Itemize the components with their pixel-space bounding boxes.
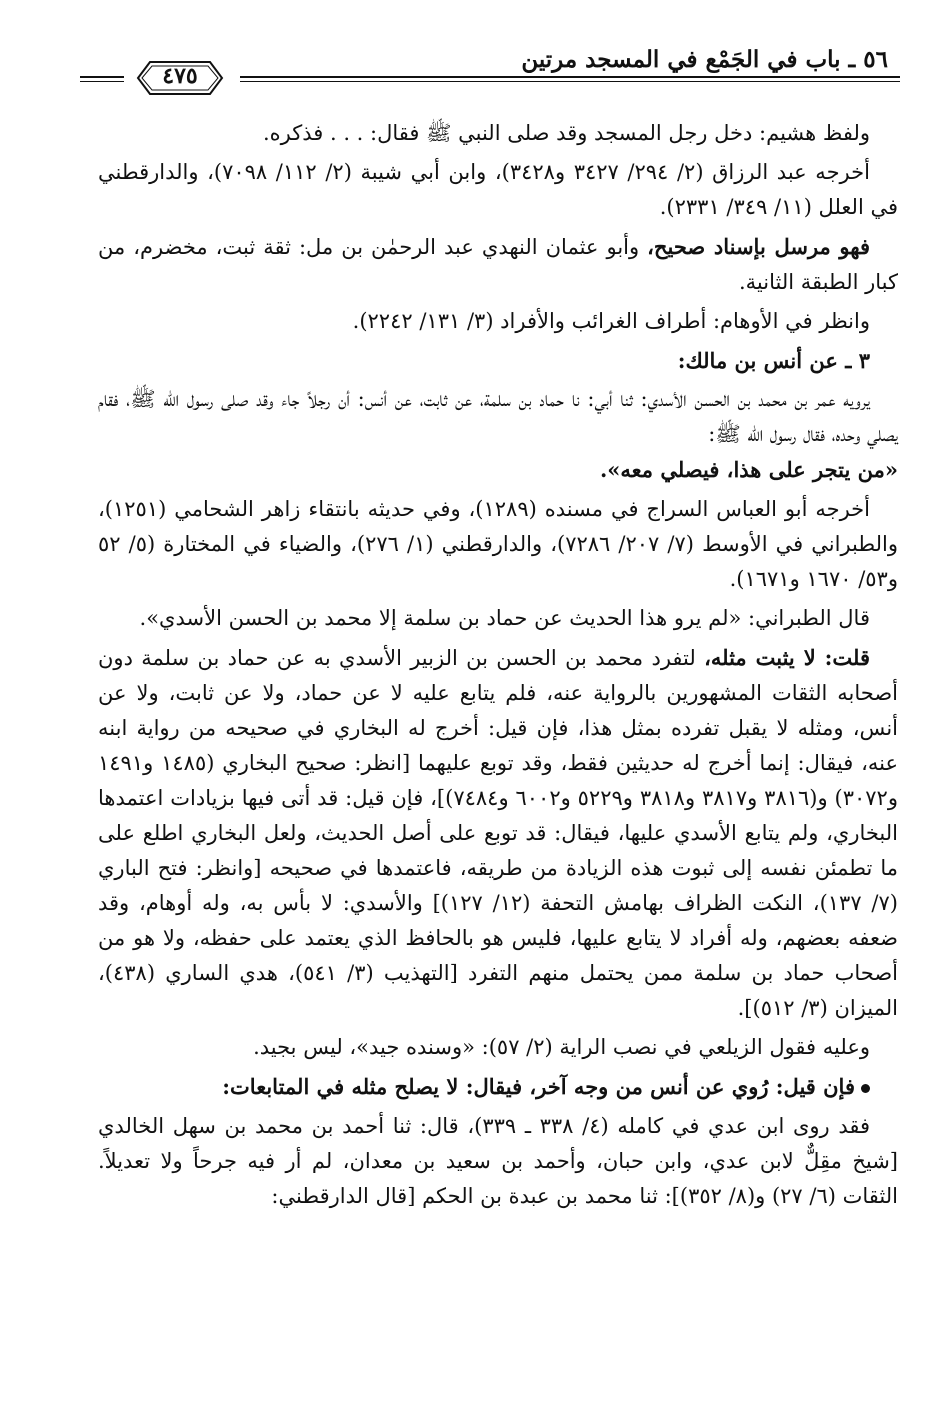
paragraph: وانظر في الأوهام: أطراف الغرائب والأفراد (٣/ ١٣١/ ٢٢٤٢). <box>352 309 870 333</box>
paragraph <box>98 229 898 300</box>
paragraph: ولفظ هشيم: دخل رجل المسجد وقد صلى النبي ﷺ فقال: . . . فذكره. <box>262 121 870 145</box>
text-run: يرويه عمر بن محمد بن الحسن الأسدي: ثنا أبي: نا حماد بن سلمة، عن ثابت، عن أنس: أن رجلاً جاء وقد صلى رسول الله ﷺ، فقام يصلي وحده، فقال رسول الله ﷺ: <box>98 387 898 446</box>
page-number: ٤٧٥ <box>162 63 198 89</box>
page-number-badge <box>128 58 232 98</box>
header-rule-left-top <box>80 76 124 78</box>
body-text <box>98 116 898 1218</box>
paragraph <box>98 640 898 1026</box>
header-rule-bottom <box>240 81 900 82</box>
paragraph <box>98 1069 898 1105</box>
paragraph: أخرجه أبو العباس السراج في مسنده (١٢٨٩)، وفي حديثه بانتقاء زاهر الشحامي (١٢٥١)، والطبراني في الأوسط (٧/ ٢٠٧/ ٧٢٨٦)، والدارقطني (١/ ٢٧٦)، والضياء في المختارة (٥/ ٥٢ و٥٣/ ١٦٧٠ و١٦٧١). <box>98 497 898 591</box>
bold-phrase: قلت: لا يثبت مثله، <box>704 645 870 670</box>
text-run: لتفرد محمد بن الحسن بن الزبير الأسدي به عن حماد بن سلمة دون أصحابه الثقات المشهورين بالرواية عنه، فلم يتابع عليه لا عن حماد، ولا عن ثابت، ولا عن أنس، ومثله لا يقبل تفرده بمثل هذا، فإن قيل: أخرج له البخاري في صحيحه من رواية ابنه عنه، فيقال: إنما أخرج له حديثين فقط، وقد توبع عليهما [انظر: صحيح البخاري (١٤٨٥ و١٤٩١ و٣٠٧٢) و(٣٨١٦ و٣٨١٧ و٣٨١٨ و٥٢٢٩ و٦٠٠٢ و٧٤٨٤)]، فإن قيل: قد أتى فيها بزيادات اعتمدها البخاري، ولم يتابع الأسدي عليها، فيقال: قد توبع على أصل الحديث، ولعل البخاري اطلع على ما تطمئن نفسه إلى ثبوت هذه الزيادة من طريقه، فاعتمدها في صحيحه [وانظر: فتح الباري (٧/ ١٣٧)، النكت الظراف بهامش التحفة (١٢/ ١٢٧)] والأسدي: لا بأس به، وله أوهام، وقد ضعفه بعضهم، وله أفراد لا يتابع عليها، فليس هو بالحافظ الذي يعتمد على حفظه، ولا هو من أصحاب حماد بن سلمة ممن يحتمل منهم التفرد [التهذيب (٣/ ٥٤١)، هدي الساري (٤٣٨)، الميزان (٣/ ٥١٢)]. <box>98 646 898 1020</box>
page-header <box>80 40 900 110</box>
bold-phrase: فإن قيل: رُوي عن أنس من وجه آخر، فيقال: لا يصلح مثله في المتابعات: <box>222 1074 855 1099</box>
paragraph <box>98 382 898 488</box>
paragraph: قال الطبراني: «لم يرو هذا الحديث عن حماد بن سلمة إلا محمد بن الحسن الأسدي». <box>139 606 870 630</box>
bullet-icon <box>861 1084 870 1093</box>
paragraph: أخرجه عبد الرزاق (٢/ ٢٩٤/ ٣٤٢٧ و٣٤٢٨)، وابن أبي شيبة (٢/ ١١٢/ ٧٠٩٨)، والدارقطني في العلل (١١/ ٣٤٩/ ٢٣٣١). <box>98 160 898 219</box>
text-run: وأبو عثمان النهدي عبد الرحمٰن بن مل: ثقة ثبت، مخضرم، من كبار الطبقة الثانية. <box>98 235 898 294</box>
hadith-text: «من يتجر على هذا، فيصلي معه». <box>599 457 898 482</box>
chapter-title: ٥٦ ـ باب في الجَمْع في المسجد مرتين <box>521 46 888 73</box>
paragraph: فقد روى ابن عدي في كامله (٤/ ٣٣٨ ـ ٣٣٩)، قال: ثنا أحمد بن محمد بن سهل الخالدي [شيخ مقِلٌّ لابن عدي، وابن حبان، وأحمد بن سعيد بن معدان، لم أر فيه جرحاً ولا تعديلاً. الثقات (٦/ ٢٧) و(٨/ ٣٥٢)]: ثنا محمد بن عبدة بن الحكم [قال الدارقطني: <box>98 1114 898 1208</box>
bold-phrase: فهو مرسل بإسناد صحيح، <box>647 234 870 259</box>
section-heading: ٣ ـ عن أنس بن مالك: <box>677 348 870 373</box>
header-rule-top <box>240 76 900 78</box>
header-rule-left-bottom <box>80 81 124 82</box>
paragraph: وعليه فقول الزيلعي في نصب الراية (٢/ ٥٧): «وسنده جيد»، ليس بجيد. <box>253 1035 870 1059</box>
